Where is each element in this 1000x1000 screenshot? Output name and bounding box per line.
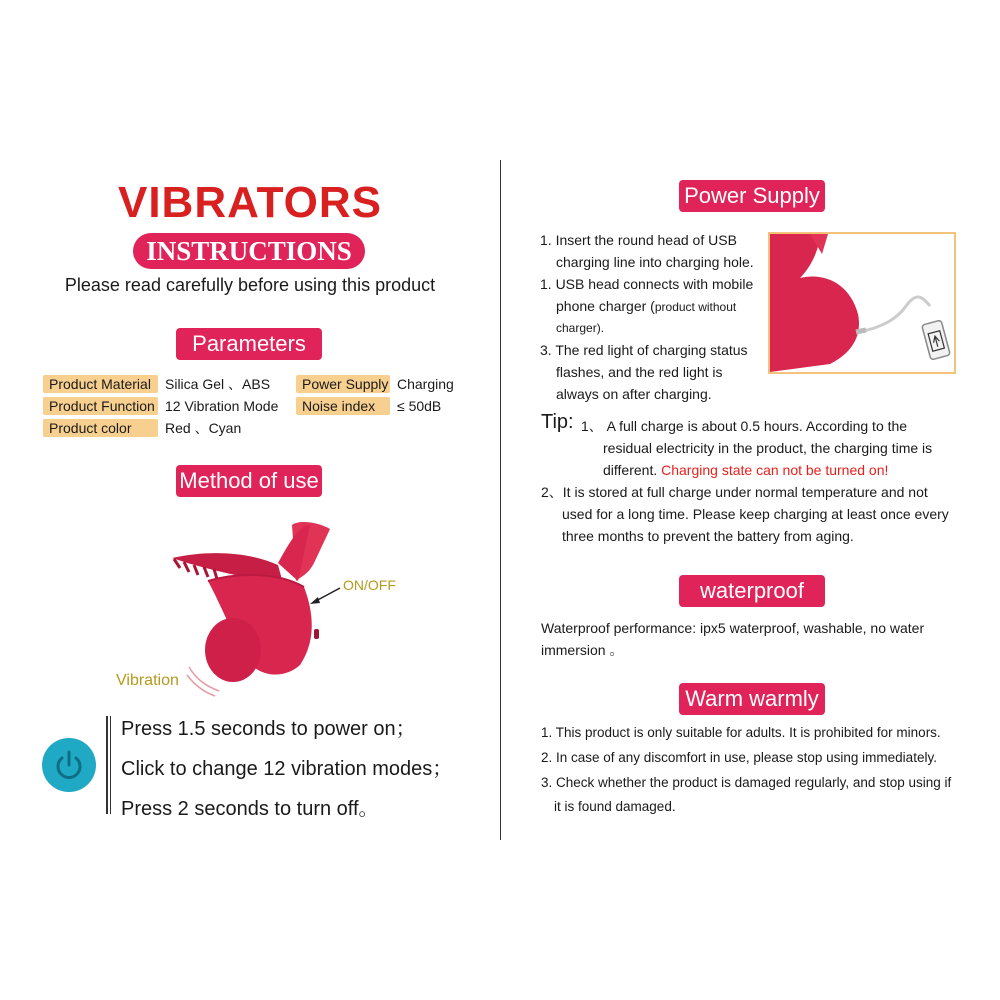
- param-label-noise: Noise index: [296, 397, 390, 415]
- param-label-function: Product Function: [43, 397, 158, 415]
- power-line-8: always on after charging.: [556, 386, 712, 402]
- power-line-5: charger).: [556, 321, 605, 335]
- waterproof-line-1: Waterproof performance: ipx5 waterproof, washable, no water: [541, 620, 925, 636]
- power-supply-heading: Power Supply: [679, 180, 825, 212]
- parameters-heading: Parameters: [176, 328, 322, 360]
- power-line-4-main: phone charger (: [556, 298, 655, 314]
- waterproof-line-2: immersion 。: [541, 642, 624, 658]
- param-value-function: 12 Vibration Mode: [165, 398, 279, 414]
- param-value-power: Charging: [397, 376, 454, 392]
- power-line-1: 1. Insert the round head of USB: [540, 232, 737, 248]
- power-line-3: 1. USB head connects with mobile: [540, 276, 754, 292]
- warm-line-4: it is found damaged.: [554, 799, 676, 814]
- steps-divider-inner: [110, 716, 111, 814]
- tip2-line-1: 2、It is stored at full charge under normal temperature and not: [541, 484, 928, 500]
- tip1-line-1: 1、 A full charge is about 0.5 hours. According to the: [581, 418, 908, 434]
- vibration-waves-icon: [185, 663, 225, 699]
- waterproof-heading: waterproof: [679, 575, 825, 607]
- step-power-on: Press 1.5 seconds to power on；: [121, 718, 416, 740]
- power-icon: [42, 738, 96, 792]
- param-label-power: Power Supply: [296, 375, 390, 393]
- warm-line-1: 1. This product is only suitable for adults. It is prohibited for minors.: [541, 725, 941, 740]
- tip2-line-3: three months to prevent the battery from aging.: [562, 528, 854, 544]
- tip1-line-2: residual electricity in the product, the charging time is: [603, 440, 933, 456]
- power-line-2: charging line into charging hole.: [556, 254, 754, 270]
- power-line-7: flashes, and the red light is: [556, 364, 723, 380]
- power-button: [42, 738, 96, 792]
- tip2-line-2: used for a long time. Please keep charging at least once every: [562, 506, 949, 522]
- power-line-6: 3. The red light of charging status: [540, 342, 748, 358]
- charging-photo: [768, 232, 956, 374]
- power-line-4: [556, 295, 736, 318]
- tagline: Please read carefully before using this product: [64, 275, 436, 295]
- param-label-color: Product color: [43, 419, 158, 437]
- tip-label: Tip:: [541, 411, 574, 433]
- charging-illustration: [770, 234, 954, 372]
- param-label-material: Product Material: [43, 375, 158, 393]
- param-value-material: Silica Gel 、ABS: [165, 376, 271, 392]
- instructions-badge: INSTRUCTIONS: [133, 233, 365, 269]
- warm-heading: Warm warmly: [679, 683, 825, 715]
- method-heading: Method of use: [176, 465, 322, 497]
- pointer-arrow-icon: [308, 585, 342, 607]
- param-value-noise: ≤ 50dB: [397, 398, 442, 414]
- vibration-label: Vibration: [116, 672, 179, 689]
- page-title: VIBRATORS: [117, 178, 383, 227]
- tip1-line-3-main: different.: [603, 462, 658, 478]
- steps-divider: [106, 716, 108, 814]
- on-off-label: ON/OFF: [343, 577, 396, 593]
- column-divider: [500, 160, 501, 840]
- power-line-4-small: product without: [654, 300, 737, 314]
- tip1-line-3: [603, 459, 888, 481]
- warm-line-2: 2. In case of any discomfort in use, please stop using immediately.: [541, 750, 937, 765]
- step-power-off: Press 2 seconds to turn off。: [121, 798, 379, 820]
- warm-line-3: 3. Check whether the product is damaged regularly, and stop using if: [541, 775, 952, 790]
- charging-warning: Charging state can not be turned on!: [661, 462, 889, 478]
- step-change-mode: Click to change 12 vibration modes；: [121, 758, 453, 780]
- param-value-color: Red 、Cyan: [165, 420, 242, 436]
